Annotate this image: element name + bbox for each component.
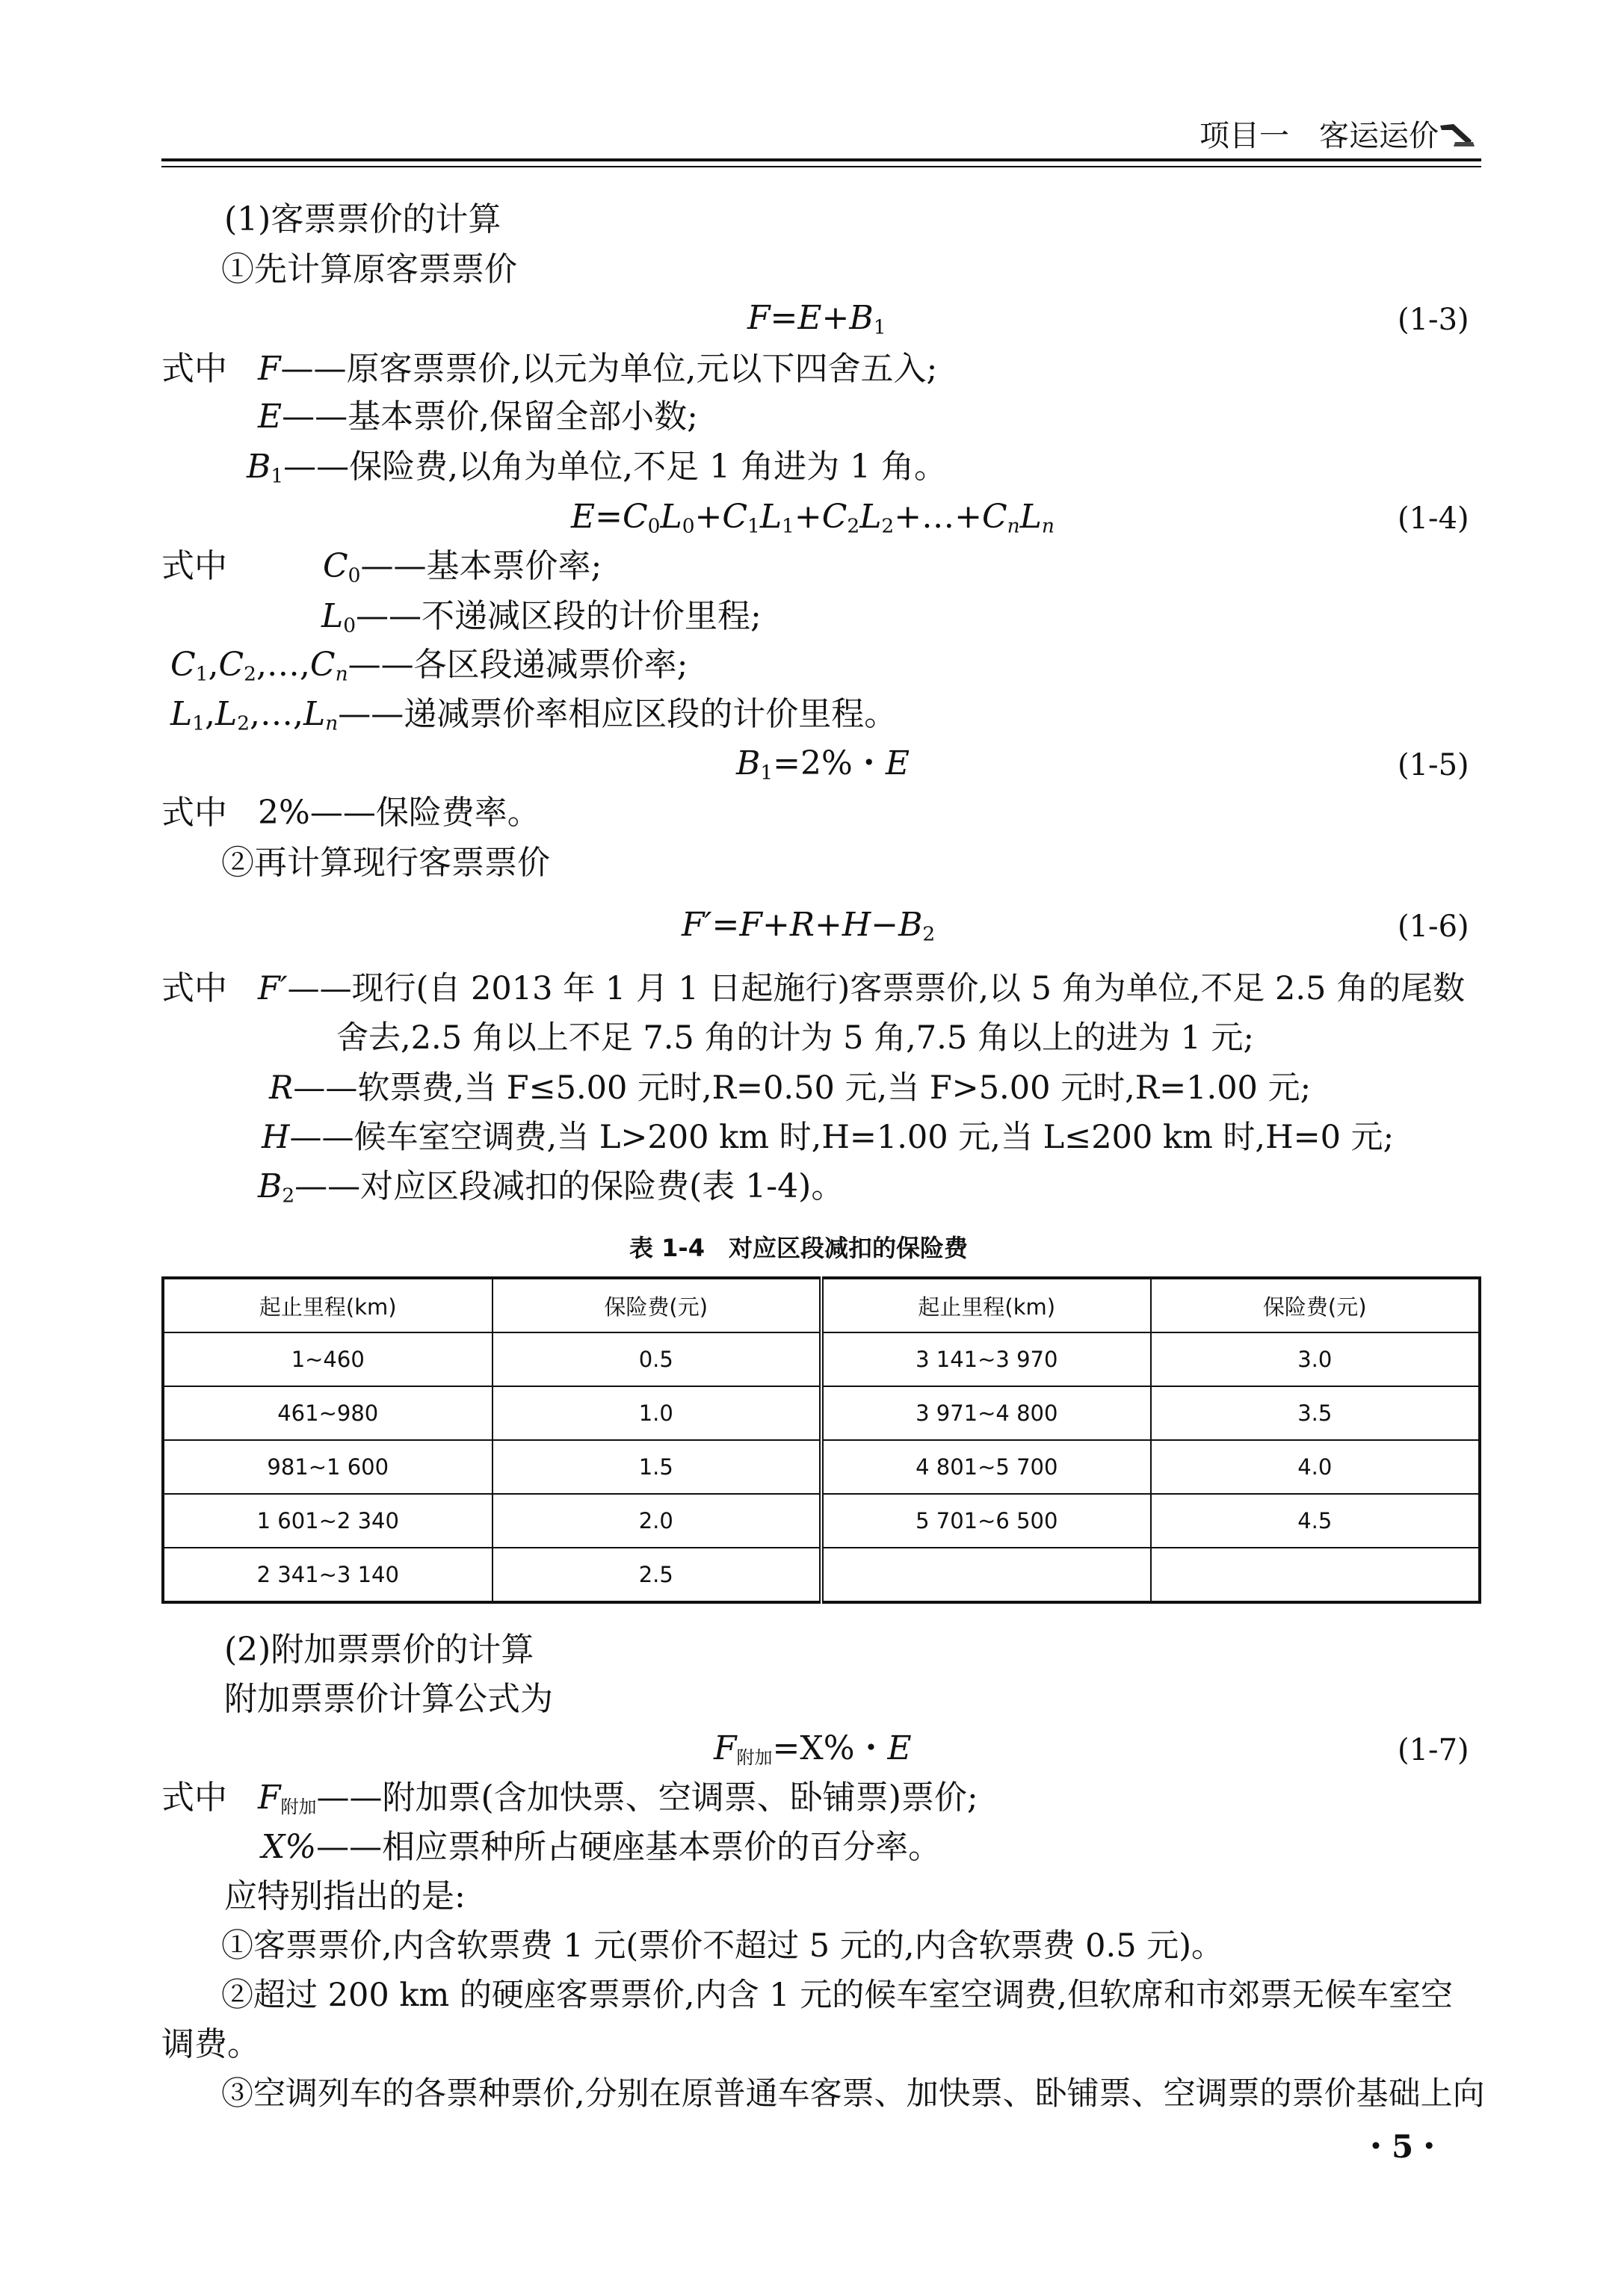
running-title: 项目一 客运运价	[1200, 119, 1439, 153]
list-item: ③空调列车的各票种票价,分别在原普通车客票、加快票、卧铺票、空调票的票价基础上向	[221, 2075, 1485, 2113]
list-item-continuation: 调费。	[161, 2025, 260, 2063]
paragraph: 附加票票价计算公式为	[224, 1680, 553, 1718]
table-cell: 1.0	[493, 1386, 822, 1440]
definition: F——原客票票价,以元为单位,元以下四舍五入;	[258, 350, 938, 388]
table-cell: 981~1 600	[163, 1440, 493, 1494]
table-cell: 5 701~6 500	[821, 1494, 1151, 1548]
definition: $B_1——$保险费,以角为单位,不足 1 角进为 1 角。	[247, 448, 948, 488]
table-row	[163, 1332, 1480, 1386]
table-cell: 4.0	[1151, 1440, 1481, 1494]
definition: $F_{附加}——$附加票(含加快票、空调票、卧铺票)票价;	[258, 1779, 978, 1817]
table-header: 保险费(元)	[493, 1278, 822, 1332]
train-wrench-icon	[1439, 120, 1476, 149]
header-rule-thick	[161, 158, 1481, 161]
equation-number: (1-5)	[1398, 748, 1469, 782]
where-label: 式中	[161, 794, 227, 832]
section-title: (1)客票票价的计算	[224, 200, 501, 238]
table-cell: 461~980	[163, 1386, 493, 1440]
where-label: 式中	[161, 350, 227, 388]
table-cell	[1151, 1548, 1481, 1602]
definition: $B_2——$对应区段减扣的保险费(表 1-4)。	[258, 1167, 845, 1208]
table-header: 保险费(元)	[1151, 1278, 1481, 1332]
equation-1-7: $F_{附加}=X\%$・E	[714, 1729, 912, 1768]
table-row	[163, 1494, 1480, 1548]
table-cell	[821, 1548, 1151, 1602]
equation-number: (1-3)	[1398, 303, 1469, 337]
definition: $L_1,L_2,\dots,L_n——$递减票价率相应区段的计价里程。	[170, 695, 898, 735]
definition: H——候车室空调费,当 L>200 km 时,H=1.00 元,当 L≤200 km 时,H=0 元;	[262, 1119, 1395, 1156]
definition: R——软票费,当 F≤5.00 元时,R=0.50 元,当 F>5.00 元时,R=1.00 元;	[269, 1069, 1312, 1107]
table-cell: 2 341~3 140	[163, 1548, 493, 1602]
table-cell: 3.5	[1151, 1386, 1481, 1440]
definition: $C_1,C_2,\dots,C_n——$各区段递减票价率;	[170, 646, 688, 686]
definition: E——基本票价,保留全部小数;	[258, 398, 698, 436]
table-header: 起止里程(km)	[163, 1278, 493, 1332]
definition: 2%——保险费率。	[258, 794, 540, 832]
equation-number: (1-6)	[1398, 909, 1469, 944]
table-row	[163, 1386, 1480, 1440]
definition-continuation: 舍去,2.5 角以上不足 7.5 角的计为 5 角,7.5 角以上的进为 1 元;	[336, 1019, 1255, 1057]
table-header-row	[163, 1278, 1480, 1332]
table-caption: 表 1-4 对应区段减扣的保险费	[629, 1234, 968, 1262]
where-label: 式中	[161, 547, 227, 585]
table-cell: 2.0	[493, 1494, 822, 1548]
table-cell: 4 801~5 700	[821, 1440, 1151, 1494]
list-item: ②超过 200 km 的硬座客票票价,内含 1 元的候车室空调费,但软席和市郊票无候车室空	[221, 1977, 1453, 2014]
equation-number: (1-7)	[1398, 1733, 1469, 1767]
table-cell: 3 971~4 800	[821, 1386, 1151, 1440]
table-cell: 3 141~3 970	[821, 1332, 1151, 1386]
table-cell: 0.5	[493, 1332, 822, 1386]
equation-1-6: $F'=F+R+H-B_2$	[682, 906, 936, 946]
equation-1-4: $E=C_0L_0+C_1L_1+C_2L_2+\dots+C_nL_n$	[571, 498, 1055, 538]
insurance-fee-table	[161, 1276, 1481, 1604]
definition: F′——现行(自 2013 年 1 月 1 日起施行)客票票价,以 5 角为单位,不足 2.5 角的尾数	[258, 970, 1466, 1007]
equation-number: (1-4)	[1398, 501, 1469, 536]
table-header: 起止里程(km)	[821, 1278, 1151, 1332]
definition: $L_0——$不递减区段的计价里程;	[321, 597, 762, 637]
table-cell: 1 601~2 340	[163, 1494, 493, 1548]
section-title: (2)附加票票价的计算	[224, 1631, 534, 1669]
step-heading: ②再计算现行客票票价	[221, 844, 550, 882]
equation-1-5: $B_1=2\%$・E	[736, 744, 910, 785]
page-number: ・5・	[1360, 2128, 1445, 2165]
table-cell: 1~460	[163, 1332, 493, 1386]
paragraph: 应特别指出的是:	[224, 1877, 466, 1915]
table-cell: 1.5	[493, 1440, 822, 1494]
table-row	[163, 1548, 1480, 1602]
where-label: 式中	[161, 969, 227, 1007]
table-cell: 3.0	[1151, 1332, 1481, 1386]
header-rule-thin	[161, 166, 1481, 167]
step-heading: ①先计算原客票票价	[221, 250, 517, 288]
table-row	[163, 1440, 1480, 1494]
table-cell: 2.5	[493, 1548, 822, 1602]
list-item: ①客票票价,内含软票费 1 元(票价不超过 5 元的,内含软票费 0.5 元)。	[221, 1927, 1223, 1965]
where-label: 式中	[161, 1779, 227, 1817]
definition: X%——相应票种所占硬座基本票价的百分率。	[262, 1828, 942, 1866]
table-cell: 4.5	[1151, 1494, 1481, 1548]
definition: $C_0——$基本票价率;	[323, 547, 602, 587]
equation-1-3: $F=E+B_1$	[747, 299, 886, 339]
